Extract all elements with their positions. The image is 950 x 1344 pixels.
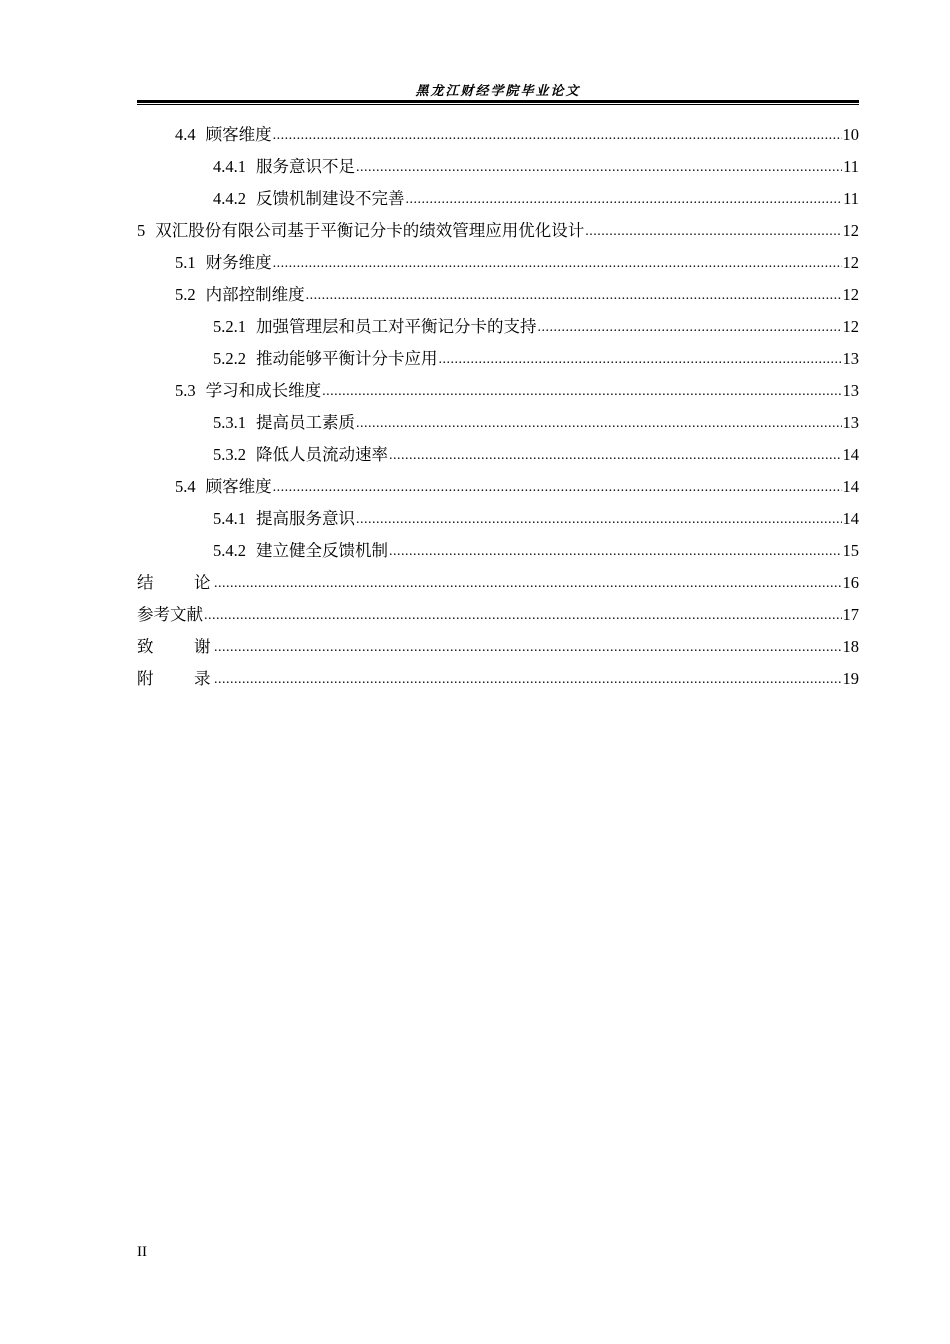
toc-entry-page: 13	[842, 349, 859, 368]
toc-entry-number: 5.1	[175, 253, 196, 272]
toc-entry-title: 学习和成长维度	[205, 381, 322, 400]
toc-dot-leader	[214, 664, 842, 696]
toc-entry-title: 推动能够平衡计分卡应用	[256, 349, 438, 368]
toc-entry-appendix[interactable]	[137, 663, 859, 695]
toc-entry-title: 顾客维度	[205, 477, 272, 496]
toc-entry-number: 5.2.2	[213, 349, 246, 368]
toc-entry-page: 14	[842, 477, 859, 496]
toc-entry-conclusion[interactable]	[137, 567, 859, 599]
toc-entry-page: 11	[843, 157, 859, 176]
toc-entry[interactable]	[137, 535, 859, 567]
toc-entry-title: 提高服务意识	[256, 509, 355, 528]
toc-entry-number: 5.3.1	[213, 413, 246, 432]
toc-dot-leader	[439, 344, 842, 376]
header-rule-thin	[137, 104, 859, 105]
toc-entry[interactable]	[137, 247, 859, 279]
toc-entry-title: 致 谢	[137, 637, 211, 656]
toc-dot-leader	[356, 152, 842, 184]
toc-entry-title: 服务意识不足	[256, 157, 355, 176]
toc-entry-page: 18	[842, 637, 859, 656]
toc-entry-title: 结 论	[137, 573, 211, 592]
toc-entry-page: 12	[842, 221, 859, 240]
toc-entry[interactable]	[137, 375, 859, 407]
toc-entry-title: 财务维度	[205, 253, 272, 272]
toc-entry-page: 14	[842, 445, 859, 464]
toc-entry-number: 4.4.2	[213, 189, 246, 208]
toc-entry-page: 12	[842, 317, 859, 336]
toc-dot-leader	[389, 440, 842, 472]
toc-entry[interactable]	[137, 407, 859, 439]
toc-dot-leader	[306, 280, 842, 312]
toc-entry-number: 5.3.2	[213, 445, 246, 464]
toc-entry-page: 12	[842, 253, 859, 272]
toc-entry-title: 参考文献	[137, 605, 203, 624]
toc-dot-leader	[406, 184, 843, 216]
toc-entry[interactable]	[137, 183, 859, 215]
toc-entry-title: 加强管理层和员工对平衡记分卡的支持	[256, 317, 537, 336]
toc-entry[interactable]	[137, 343, 859, 375]
toc-entry-title: 内部控制维度	[205, 285, 305, 304]
toc-entry-title: 反馈机制建设不完善	[256, 189, 405, 208]
toc-entry-page: 19	[842, 669, 859, 688]
toc-dot-leader	[214, 568, 842, 600]
toc-dot-leader	[322, 376, 841, 408]
toc-entry-page: 14	[842, 509, 859, 528]
toc-entry-number: 4.4.1	[213, 157, 246, 176]
toc-entry-title: 建立健全反馈机制	[256, 541, 388, 560]
toc-dot-leader	[356, 504, 842, 536]
toc-entry[interactable]	[137, 311, 859, 343]
toc-entry-title: 双汇股份有限公司基于平衡记分卡的绩效管理应用优化设计	[155, 221, 585, 240]
header-rule-thick	[137, 100, 859, 103]
toc-entry-page: 13	[842, 381, 859, 400]
toc-entry-title: 降低人员流动速率	[256, 445, 388, 464]
table-of-contents	[137, 119, 859, 695]
toc-entry-references[interactable]	[137, 599, 859, 631]
toc-entry[interactable]	[137, 503, 859, 535]
page-number: II	[137, 1244, 147, 1260]
toc-entry-number: 5.4	[175, 477, 196, 496]
toc-entry-number: 4.4	[175, 125, 196, 144]
toc-entry-page: 11	[843, 189, 859, 208]
toc-entry[interactable]	[137, 215, 859, 247]
toc-entry-page: 17	[842, 605, 859, 624]
toc-dot-leader	[273, 472, 842, 504]
toc-entry-page: 16	[842, 573, 859, 592]
toc-dot-leader	[538, 312, 842, 344]
toc-entry[interactable]	[137, 471, 859, 503]
toc-entry-number: 5.4.1	[213, 509, 246, 528]
toc-dot-leader	[273, 248, 842, 280]
toc-entry[interactable]	[137, 151, 859, 183]
toc-entry-title: 顾客维度	[205, 125, 272, 144]
toc-entry-number: 5.3	[175, 381, 196, 400]
toc-entry-acknowledgements[interactable]	[137, 631, 859, 663]
toc-entry-number: 5.2.1	[213, 317, 246, 336]
toc-entry-number: 5	[137, 221, 146, 240]
toc-dot-leader	[214, 632, 842, 664]
toc-entry-page: 12	[842, 285, 859, 304]
toc-dot-leader	[204, 600, 842, 632]
toc-entry-title: 附 录	[137, 669, 211, 688]
toc-dot-leader	[356, 408, 842, 440]
toc-entry-page: 13	[842, 413, 859, 432]
toc-dot-leader	[389, 536, 842, 568]
toc-entry[interactable]	[137, 119, 859, 151]
toc-entry-page: 15	[842, 541, 859, 560]
toc-entry[interactable]	[137, 279, 859, 311]
running-header-title: 黑龙江财经学院毕业论文	[415, 84, 581, 99]
toc-dot-leader	[585, 216, 841, 248]
toc-entry-number: 5.2	[175, 285, 196, 304]
toc-entry-number: 5.4.2	[213, 541, 246, 560]
toc-dot-leader	[273, 120, 842, 152]
toc-entry-title: 提高员工素质	[256, 413, 355, 432]
toc-entry[interactable]	[137, 439, 859, 471]
toc-entry-page: 10	[842, 125, 859, 144]
